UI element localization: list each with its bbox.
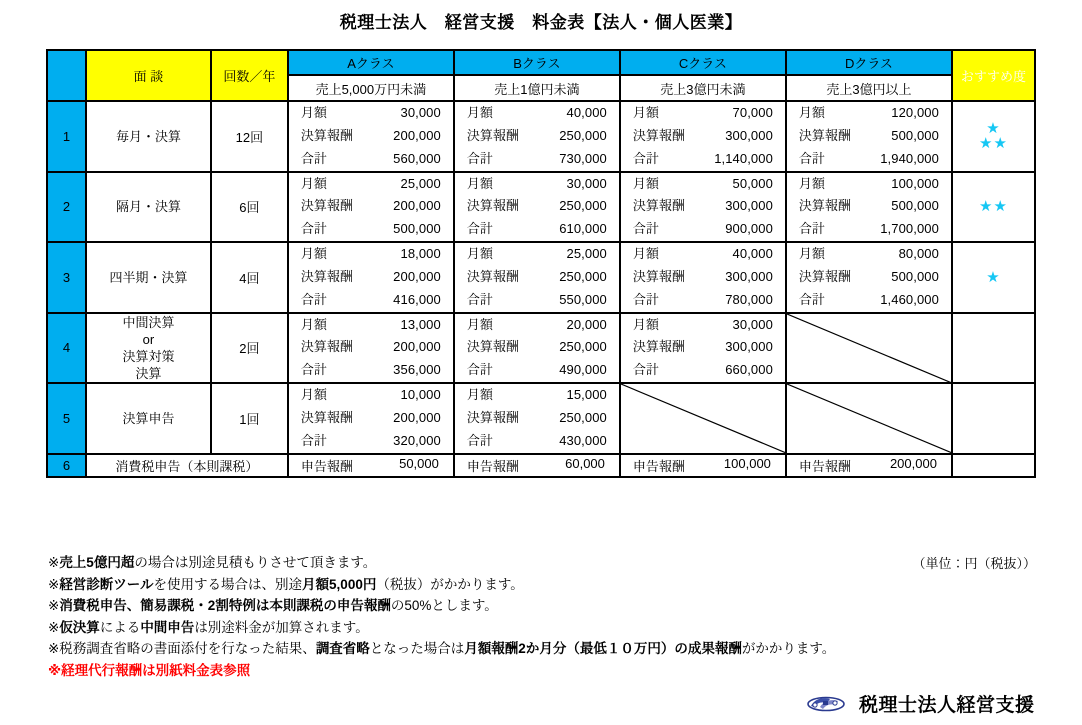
fee-table-container	[46, 49, 1036, 478]
price-line-monthly	[787, 102, 951, 125]
price-value-monthly: 40,000	[732, 246, 773, 262]
price-value-settlement: 200,000	[393, 268, 441, 284]
footnote-text: ※	[48, 555, 60, 570]
company-logo-mark-icon	[806, 694, 846, 714]
price-label-monthly: 月額	[632, 246, 659, 262]
price-line-monthly	[455, 102, 619, 125]
price-value-total: 730,000	[559, 150, 607, 166]
price-value-monthly: 13,000	[400, 316, 441, 332]
price-line-settlement	[787, 266, 951, 289]
price-cell-c	[620, 101, 786, 172]
price-label-total: 合計	[798, 150, 825, 166]
price-value-total: 1,700,000	[880, 221, 939, 237]
price-value-settlement: 250,000	[559, 268, 607, 284]
price-line-filing	[455, 455, 619, 476]
footnote-text: 仮決算	[59, 619, 100, 635]
footnote-text: ※経理代行報酬は別紙料金表参照	[48, 662, 251, 678]
price-label-settlement: 決算報酬	[632, 339, 685, 355]
price-value-total: 1,460,000	[880, 291, 939, 307]
recommendation-cell	[952, 172, 1035, 243]
footnote-text: 売上5億円超	[59, 555, 135, 570]
price-value-filing: 50,000	[399, 455, 439, 471]
price-value-total: 550,000	[559, 291, 607, 307]
price-line-total	[455, 289, 619, 312]
price-cell-c	[620, 313, 786, 384]
footnote-text: は別途料金が加算されます。	[194, 619, 369, 635]
price-value-monthly: 100,000	[891, 175, 939, 191]
price-cell-b	[454, 172, 620, 243]
price-cell-c	[620, 242, 786, 313]
price-line-total	[455, 430, 619, 453]
price-label-monthly: 月額	[300, 387, 327, 403]
price-value-monthly: 70,000	[732, 105, 773, 120]
price-value-monthly: 30,000	[400, 105, 441, 120]
price-line-settlement	[787, 125, 951, 148]
price-label-total: 合計	[466, 291, 493, 307]
price-label-monthly: 月額	[300, 175, 327, 191]
row-index-cell: 5	[47, 383, 86, 454]
price-label-total: 合計	[632, 362, 659, 378]
price-value-settlement: 200,000	[393, 410, 441, 426]
price-label-settlement: 決算報酬	[466, 268, 519, 284]
price-label-monthly: 月額	[466, 105, 493, 120]
price-label-filing: 申告報酬	[300, 458, 353, 474]
price-label-settlement: 決算報酬	[466, 198, 519, 214]
price-label-filing: 申告報酬	[798, 458, 851, 474]
price-value-settlement: 200,000	[393, 127, 441, 143]
footnote-text: （税抜）がかかります。	[376, 576, 524, 592]
count-cell: 12回	[211, 101, 288, 172]
price-label-filing: 申告報酬	[632, 458, 685, 474]
price-value-total: 320,000	[393, 432, 441, 448]
star-icon-group: ★★	[979, 198, 1008, 216]
price-line-settlement	[455, 125, 619, 148]
price-label-filing: 申告報酬	[466, 458, 519, 474]
price-label-settlement: 決算報酬	[300, 268, 353, 284]
price-label-total: 合計	[300, 432, 327, 448]
star-icon-group: ★	[986, 268, 1001, 286]
price-value-filing: 60,000	[565, 455, 605, 471]
price-line-total	[621, 289, 785, 312]
price-line-settlement	[621, 195, 785, 218]
price-line-monthly	[289, 384, 453, 407]
price-label-settlement: 決算報酬	[466, 339, 519, 355]
price-label-total: 合計	[466, 432, 493, 448]
recommendation-cell	[952, 101, 1035, 172]
diagonal-strike-icon	[787, 384, 951, 453]
price-value-total: 490,000	[559, 362, 607, 378]
footnote-text: 中間申告	[140, 619, 195, 635]
price-label-total: 合計	[466, 221, 493, 237]
price-label-settlement: 決算報酬	[300, 127, 353, 143]
price-value-filing: 200,000	[889, 455, 937, 471]
price-line-monthly	[621, 102, 785, 125]
price-label-total: 合計	[300, 221, 327, 237]
price-label-total: 合計	[466, 150, 493, 166]
price-line-settlement	[289, 336, 453, 359]
price-label-total: 合計	[632, 221, 659, 237]
table-row	[47, 172, 1035, 243]
price-label-settlement: 決算報酬	[300, 410, 353, 426]
price-label-total: 合計	[632, 291, 659, 307]
price-label-settlement: 決算報酬	[632, 198, 685, 214]
price-line-monthly	[455, 243, 619, 266]
interview-cell: 決算申告	[86, 383, 211, 454]
price-line-settlement	[787, 195, 951, 218]
price-value-settlement: 200,000	[393, 339, 441, 355]
price-cell-a	[288, 242, 454, 313]
footnote-text: を使用する場合は、別途	[153, 576, 303, 592]
price-line-total	[289, 430, 453, 453]
price-label-monthly: 月額	[632, 175, 659, 191]
price-label-monthly: 月額	[466, 316, 493, 332]
price-line-settlement	[455, 407, 619, 430]
price-value-total: 610,000	[559, 221, 607, 237]
footnote-item	[48, 638, 978, 660]
not-applicable-cell-d	[786, 313, 952, 384]
price-value-settlement: 250,000	[559, 198, 607, 214]
price-value-settlement: 500,000	[891, 127, 939, 143]
price-cell-a	[288, 313, 454, 384]
row-index-cell: 2	[47, 172, 86, 243]
table-header	[47, 50, 1035, 101]
interview-cell: 四半期・決算	[86, 242, 211, 313]
footnote-item	[48, 617, 978, 639]
price-cell-c	[620, 454, 786, 477]
interview-cell: 隔月・決算	[86, 172, 211, 243]
footnote-item	[48, 660, 978, 682]
price-label-settlement: 決算報酬	[466, 410, 519, 426]
price-line-total	[289, 289, 453, 312]
footnotes-list	[48, 552, 978, 681]
footnote-text: による	[99, 619, 141, 635]
recommendation-cell	[952, 454, 1035, 477]
price-value-settlement: 500,000	[891, 198, 939, 214]
price-label-total: 合計	[300, 291, 327, 307]
star-icon-group: ★	[986, 120, 1001, 138]
footnote-text: の場合は別途見積もりさせて頂きます。	[134, 555, 377, 570]
price-cell-d	[786, 172, 952, 243]
table-body	[47, 101, 1035, 477]
row-index-cell: 6	[47, 454, 86, 477]
price-value-total: 356,000	[393, 362, 441, 378]
footnote-text: がかかります。	[741, 641, 836, 656]
row-index-cell: 1	[47, 101, 86, 172]
not-applicable-cell-c	[620, 383, 786, 454]
footnote-item	[48, 552, 978, 574]
footnote-text: 月額報酬2か月分（最低１０万円）の成果報酬	[464, 641, 742, 656]
table-row	[47, 313, 1035, 384]
price-label-total: 合計	[632, 150, 659, 166]
price-label-monthly: 月額	[300, 246, 327, 262]
price-label-monthly: 月額	[466, 387, 493, 403]
header-class-a: Aクラス	[288, 50, 454, 75]
unit-note: （単位：円（税抜））	[912, 556, 1036, 571]
header-class-a-range: 売上5,000万円未満	[288, 75, 454, 101]
count-cell: 6回	[211, 172, 288, 243]
footnote-text: ※税務調査省略の書面添付を行なった結果、	[48, 641, 316, 656]
interview-cell: 消費税申告（本則課税）	[86, 454, 288, 477]
price-line-filing	[787, 455, 951, 476]
table-row	[47, 101, 1035, 172]
price-cell-d	[786, 101, 952, 172]
price-line-total	[787, 289, 951, 312]
price-line-monthly	[289, 102, 453, 125]
recommendation-cell	[952, 313, 1035, 384]
price-value-monthly: 25,000	[400, 175, 441, 191]
row-index-cell: 3	[47, 242, 86, 313]
company-name: 税理士法人経営支援	[859, 695, 1035, 716]
diagonal-strike-icon	[621, 384, 785, 453]
price-line-total	[787, 218, 951, 241]
price-line-settlement	[289, 195, 453, 218]
price-value-monthly: 20,000	[566, 316, 607, 332]
header-class-c-range: 売上3億円未満	[620, 75, 786, 101]
price-cell-c	[620, 172, 786, 243]
price-line-filing	[289, 455, 453, 476]
price-line-total	[621, 148, 785, 171]
price-label-monthly: 月額	[632, 316, 659, 332]
price-label-monthly: 月額	[300, 105, 327, 120]
count-cell: 2回	[211, 313, 288, 384]
footnote-text: 消費税申告、簡易課税・2割特例は本則課税の申告報酬	[59, 598, 391, 613]
price-line-settlement	[455, 336, 619, 359]
price-value-settlement: 300,000	[725, 339, 773, 355]
interview-cell: 中間決算 or 決算対策 決算	[86, 313, 211, 384]
price-label-settlement: 決算報酬	[798, 268, 851, 284]
price-line-total	[621, 218, 785, 241]
footnote-text: 月額5,000円	[302, 576, 377, 592]
price-line-total	[787, 148, 951, 171]
price-line-monthly	[787, 173, 951, 196]
footnote-text: 調査省略	[315, 641, 370, 656]
table-header-row-top	[47, 50, 1035, 75]
price-line-filing	[621, 455, 785, 476]
count-cell: 1回	[211, 383, 288, 454]
footnote-text: ※	[48, 619, 60, 635]
price-cell-b	[454, 101, 620, 172]
price-value-total: 1,140,000	[714, 150, 773, 166]
price-value-monthly: 25,000	[566, 246, 607, 262]
price-value-monthly: 18,000	[400, 246, 441, 262]
footnote-item	[48, 574, 978, 596]
footnote-text: ※	[48, 598, 60, 613]
recommendation-cell	[952, 242, 1035, 313]
price-value-monthly: 120,000	[891, 105, 939, 120]
price-line-settlement	[289, 125, 453, 148]
price-value-total: 1,940,000	[880, 150, 939, 166]
price-line-settlement	[621, 336, 785, 359]
price-line-settlement	[455, 195, 619, 218]
price-value-total: 560,000	[393, 150, 441, 166]
price-value-settlement: 250,000	[559, 339, 607, 355]
price-line-monthly	[289, 314, 453, 337]
price-line-monthly	[455, 314, 619, 337]
price-value-total: 416,000	[393, 291, 441, 307]
price-label-total: 合計	[300, 362, 327, 378]
price-value-monthly: 40,000	[566, 105, 607, 120]
price-label-settlement: 決算報酬	[798, 198, 851, 214]
price-label-monthly: 月額	[300, 316, 327, 332]
price-cell-b	[454, 313, 620, 384]
price-line-settlement	[289, 407, 453, 430]
price-label-settlement: 決算報酬	[466, 127, 519, 143]
price-value-monthly: 30,000	[732, 316, 773, 332]
price-value-monthly: 15,000	[566, 387, 607, 403]
price-line-monthly	[787, 243, 951, 266]
page-title: 税理士法人 経営支援 料金表【法人・個人医業】	[339, 13, 743, 32]
table-row	[47, 454, 1035, 477]
price-label-total: 合計	[798, 221, 825, 237]
table-row	[47, 383, 1035, 454]
not-applicable-cell-d	[786, 383, 952, 454]
price-value-settlement: 250,000	[559, 127, 607, 143]
diagonal-strike-icon	[787, 314, 951, 383]
price-label-monthly: 月額	[798, 105, 825, 120]
price-label-settlement: 決算報酬	[632, 127, 685, 143]
price-line-total	[455, 148, 619, 171]
header-recommendation: おすすめ度	[952, 50, 1035, 101]
price-line-settlement	[289, 266, 453, 289]
price-line-settlement	[621, 125, 785, 148]
price-label-monthly: 月額	[798, 175, 825, 191]
price-line-total	[289, 148, 453, 171]
price-value-monthly: 80,000	[898, 246, 939, 262]
price-cell-b	[454, 383, 620, 454]
header-count-per-year: 回数／年	[211, 50, 288, 101]
price-line-total	[455, 359, 619, 382]
footnote-text: となった場合は	[369, 641, 465, 656]
table-row	[47, 242, 1035, 313]
price-cell-d	[786, 454, 952, 477]
price-value-total: 430,000	[559, 432, 607, 448]
price-value-settlement: 500,000	[891, 268, 939, 284]
price-value-total: 660,000	[725, 362, 773, 378]
price-cell-a	[288, 172, 454, 243]
price-cell-a	[288, 454, 454, 477]
price-value-monthly: 50,000	[732, 175, 773, 191]
price-cell-a	[288, 101, 454, 172]
price-line-total	[289, 359, 453, 382]
price-label-settlement: 決算報酬	[300, 339, 353, 355]
price-line-monthly	[621, 243, 785, 266]
fee-table	[46, 49, 1036, 478]
price-cell-d	[786, 242, 952, 313]
price-value-monthly: 30,000	[566, 175, 607, 191]
price-label-total: 合計	[300, 150, 327, 166]
price-label-monthly: 月額	[798, 246, 825, 262]
price-cell-b	[454, 242, 620, 313]
header-class-b: Bクラス	[454, 50, 620, 75]
price-value-settlement: 200,000	[393, 198, 441, 214]
price-value-total: 900,000	[725, 221, 773, 237]
header-class-b-range: 売上1億円未満	[454, 75, 620, 101]
price-line-total	[455, 218, 619, 241]
header-class-d: Dクラス	[786, 50, 952, 75]
price-line-total	[621, 359, 785, 382]
header-index-cell	[47, 50, 86, 101]
price-line-monthly	[289, 243, 453, 266]
price-line-monthly	[455, 173, 619, 196]
count-cell: 4回	[211, 242, 288, 313]
price-label-total: 合計	[798, 291, 825, 307]
footer-brand	[806, 690, 1035, 717]
price-value-settlement: 300,000	[725, 268, 773, 284]
star-icon-group: ★★	[979, 135, 1008, 153]
price-value-settlement: 300,000	[725, 198, 773, 214]
price-value-total: 780,000	[725, 291, 773, 307]
price-label-total: 合計	[466, 362, 493, 378]
price-label-monthly: 月額	[466, 175, 493, 191]
recommendation-cell	[952, 383, 1035, 454]
price-cell-a	[288, 383, 454, 454]
price-line-total	[289, 218, 453, 241]
price-value-total: 500,000	[393, 221, 441, 237]
price-cell-b	[454, 454, 620, 477]
footnote-text: 経営診断ツール	[59, 576, 154, 592]
price-value-filing: 100,000	[723, 455, 771, 471]
footnote-text: ※	[48, 576, 60, 592]
price-label-monthly: 月額	[466, 246, 493, 262]
price-label-settlement: 決算報酬	[632, 268, 685, 284]
price-label-settlement: 決算報酬	[300, 198, 353, 214]
price-label-monthly: 月額	[632, 105, 659, 120]
price-line-monthly	[621, 314, 785, 337]
price-line-monthly	[289, 173, 453, 196]
header-interview: 面 談	[86, 50, 211, 101]
row-index-cell: 4	[47, 313, 86, 384]
price-value-settlement: 250,000	[559, 410, 607, 426]
price-line-settlement	[621, 266, 785, 289]
price-value-settlement: 300,000	[725, 127, 773, 143]
header-class-d-range: 売上3億円以上	[786, 75, 952, 101]
header-class-c: Cクラス	[620, 50, 786, 75]
price-value-monthly: 10,000	[400, 387, 441, 403]
footnote-text: の50%とします。	[390, 598, 498, 613]
price-label-settlement: 決算報酬	[798, 127, 851, 143]
footnote-item	[48, 595, 978, 617]
price-line-monthly	[621, 173, 785, 196]
price-line-monthly	[455, 384, 619, 407]
price-line-settlement	[455, 266, 619, 289]
interview-cell: 毎月・決算	[86, 101, 211, 172]
